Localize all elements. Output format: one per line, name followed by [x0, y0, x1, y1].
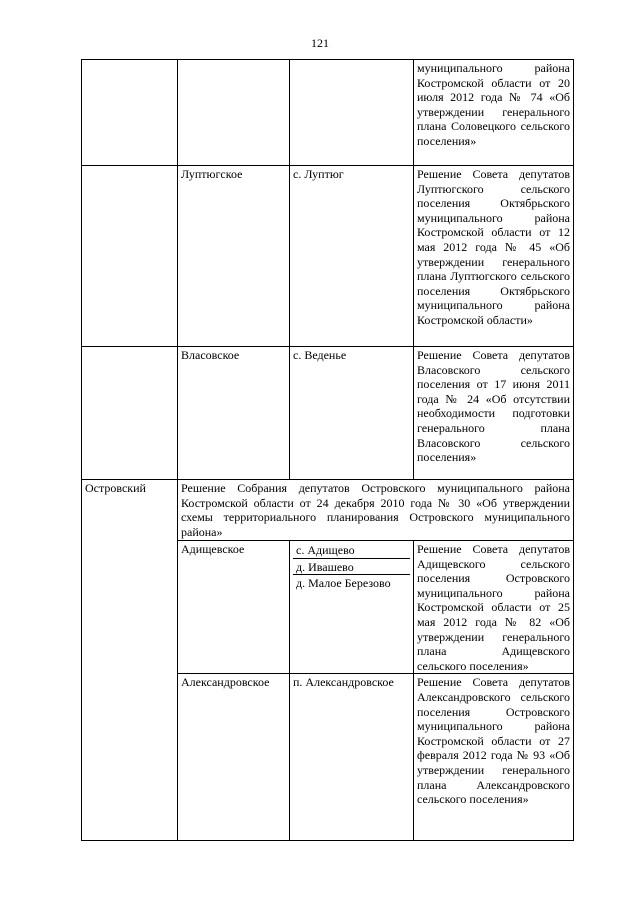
- localities-cell: [290, 541, 414, 674]
- settlement-cell: Александровское: [178, 674, 290, 841]
- decision-cell: Решение Совета депутатов Адищевского сельского поселения Островского муниципального района Костромской области от 25 мая 2012 года № 82 «Об утверждении генерального плана Адищевского сельского поселения»: [414, 541, 574, 674]
- settlement-cell: Власовское: [178, 347, 290, 480]
- table-row: [82, 480, 574, 541]
- page-number: 121: [311, 36, 329, 50]
- district-cell: [82, 166, 178, 347]
- center-cell: п. Александровское: [290, 674, 414, 841]
- table-row: [82, 166, 574, 347]
- locality-item: д. Ивашево: [293, 558, 410, 575]
- decision-cell: Решение Совета депутатов Александровского сельского поселения Островского муниципального района Костромской области от 27 февраля 2012 года № 93 «Об утверждении генерального плана Александровского сельского поселения»: [414, 674, 574, 841]
- district-decision-cell: Решение Собрания депутатов Островского муниципального района Костромской области от 24 декабря 2010 года № 30 «Об утверждении схемы территориального планирования Островского муниципального района»: [178, 480, 574, 541]
- locality-item: с. Адищево: [293, 542, 410, 558]
- locality-item: д. Малое Березово: [296, 576, 391, 591]
- settlement-cell: Луптюгское: [178, 166, 290, 347]
- decision-cell: Решение Совета депутатов Власовского сельского поселения от 17 июня 2011 года № 24 «Об отсутствии необходимости подготовки генерального плана Власовского сельского поселения»: [414, 347, 574, 480]
- district-cell: Островский: [82, 480, 178, 841]
- center-cell: с. Луптюг: [290, 166, 414, 347]
- table-row: [82, 60, 574, 166]
- settlement-cell: [178, 60, 290, 166]
- planning-documents-table: [81, 59, 574, 841]
- district-cell: [82, 60, 178, 166]
- localities-list: [293, 542, 410, 591]
- decision-cell: муниципального района Костромской области от 20 июля 2012 года № 74 «Об утверждении генерального плана Соловецкого сельского поселения»: [414, 60, 574, 166]
- center-cell: с. Веденье: [290, 347, 414, 480]
- district-cell: [82, 347, 178, 480]
- settlement-cell: Адищевское: [178, 541, 290, 674]
- table-row: [82, 347, 574, 480]
- decision-cell: Решение Совета депутатов Луптюгского сельского поселения Октябрьского муниципального района Костромской области от 12 мая 2012 года № 45 «Об утверждении генерального плана Луптюгского сельского поселения Октябрьского муниципального района Костромской области»: [414, 166, 574, 347]
- center-cell: [290, 60, 414, 166]
